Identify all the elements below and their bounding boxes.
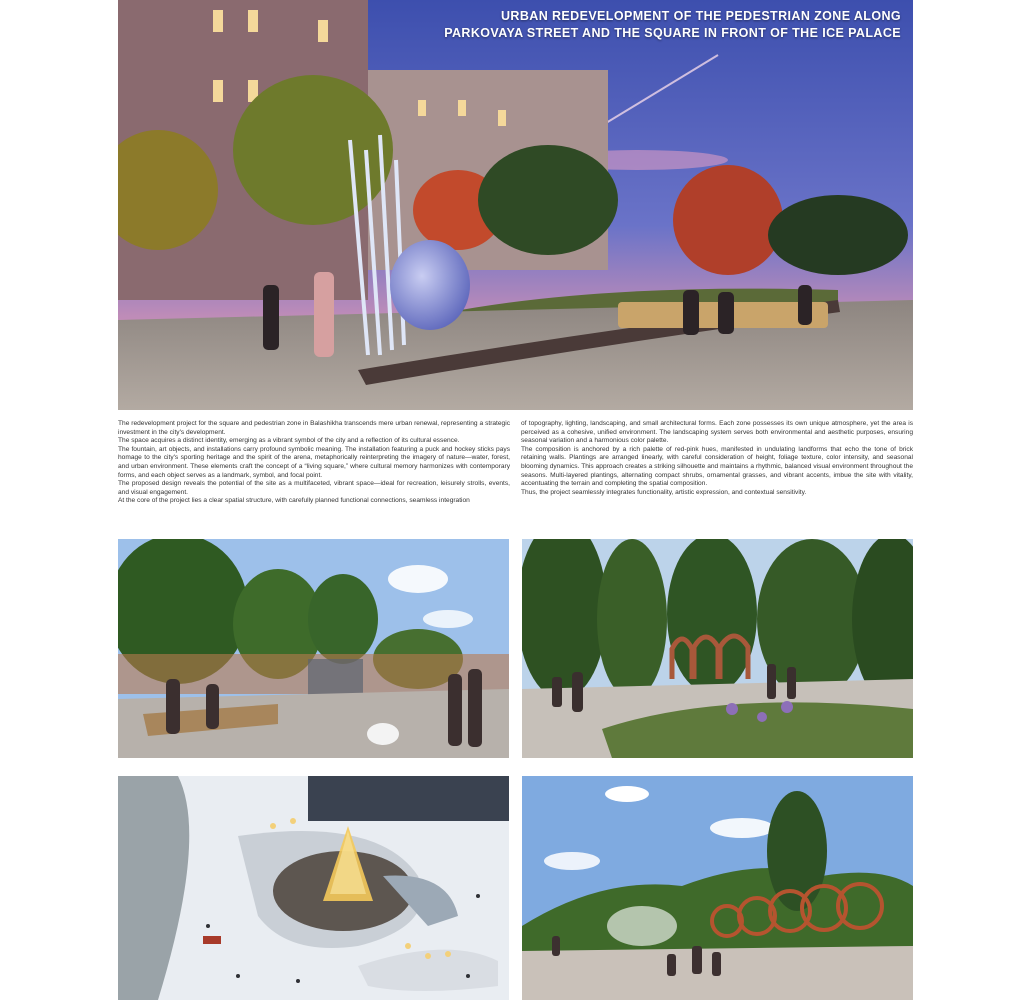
page-title	[381, 8, 901, 42]
title-line-1: URBAN REDEVELOPMENT OF THE PEDESTRIAN ZONE ALONG	[500, 9, 901, 23]
rendering-park-rings	[522, 776, 913, 1000]
paragraph: The redevelopment project for the square and pedestrian zone in Balashikha transcends mere urban renewal, representing a strategic investment in the city's development.	[118, 420, 510, 436]
paragraph: Thus, the project seamlessly integrates functionality, artistic expression, and contextual sensitivity.	[521, 488, 807, 496]
title-line-2: PARKOVAYA STREET AND THE SQUARE IN FRONT OF THE ICE PALACE	[444, 26, 901, 40]
paragraph: The proposed design reveals the potential of the site as a multifaceted, vibrant space—ideal for recreation, leisurely strolls, events, and visual engagement.	[118, 480, 510, 496]
paragraph: The composition is anchored by a rich palette of red-pink hues, manifested in undulating landforms that echo the tone of brick retaining walls. Plantings are arranged linearly, with careful consideration of height, foliage texture, color intensity, and seasonal blooming dynamics. This approach creates a striking silhouette and maintains a rhythmic, balanced visual environment throughout the seasons. Multi-layered plantings, alternating compact shrubs, ornamental grasses, and vibrant accents, imbue the site with vitality, accentuating the terrain and completing the spatial composition.	[521, 445, 913, 488]
paragraph: The fountain, art objects, and installations carry profound symbolic meaning. The installation featuring a puck and hockey sticks pays homage to the city's sporting heritage and the spirit of the arena, metaphorically reinterpreting the imagery of nature—water, forest, and urban environment. These elements craft the concept of a “living square,” where cultural memory harmonizes with contemporary forms, and each object serves as a landmark, symbol, and focal point.	[118, 445, 510, 479]
paragraph: The space acquires a distinct identity, emerging as a vibrant symbol of the city and a reflection of its cultural essence.	[118, 437, 460, 445]
description-right-column	[521, 420, 913, 497]
rendering-winter-aerial	[118, 776, 509, 1000]
paragraph: of topography, lighting, landscaping, and small architectural forms. Each zone possesses its own unique atmosphere, yet the area is perceived as a cohesive, unified environment. The landscaping system serves both environmental and aesthetic purposes, ensuring seasonal variation and a harmonious color palette.	[521, 420, 913, 445]
paragraph: At the core of the project lies a clear spatial structure, with carefully planned functional connections, seamless integration	[118, 497, 470, 505]
rendering-square-summer	[118, 539, 509, 758]
rendering-park-pergola	[522, 539, 913, 758]
description-left-column	[118, 420, 510, 506]
hero-rendering	[118, 0, 913, 410]
